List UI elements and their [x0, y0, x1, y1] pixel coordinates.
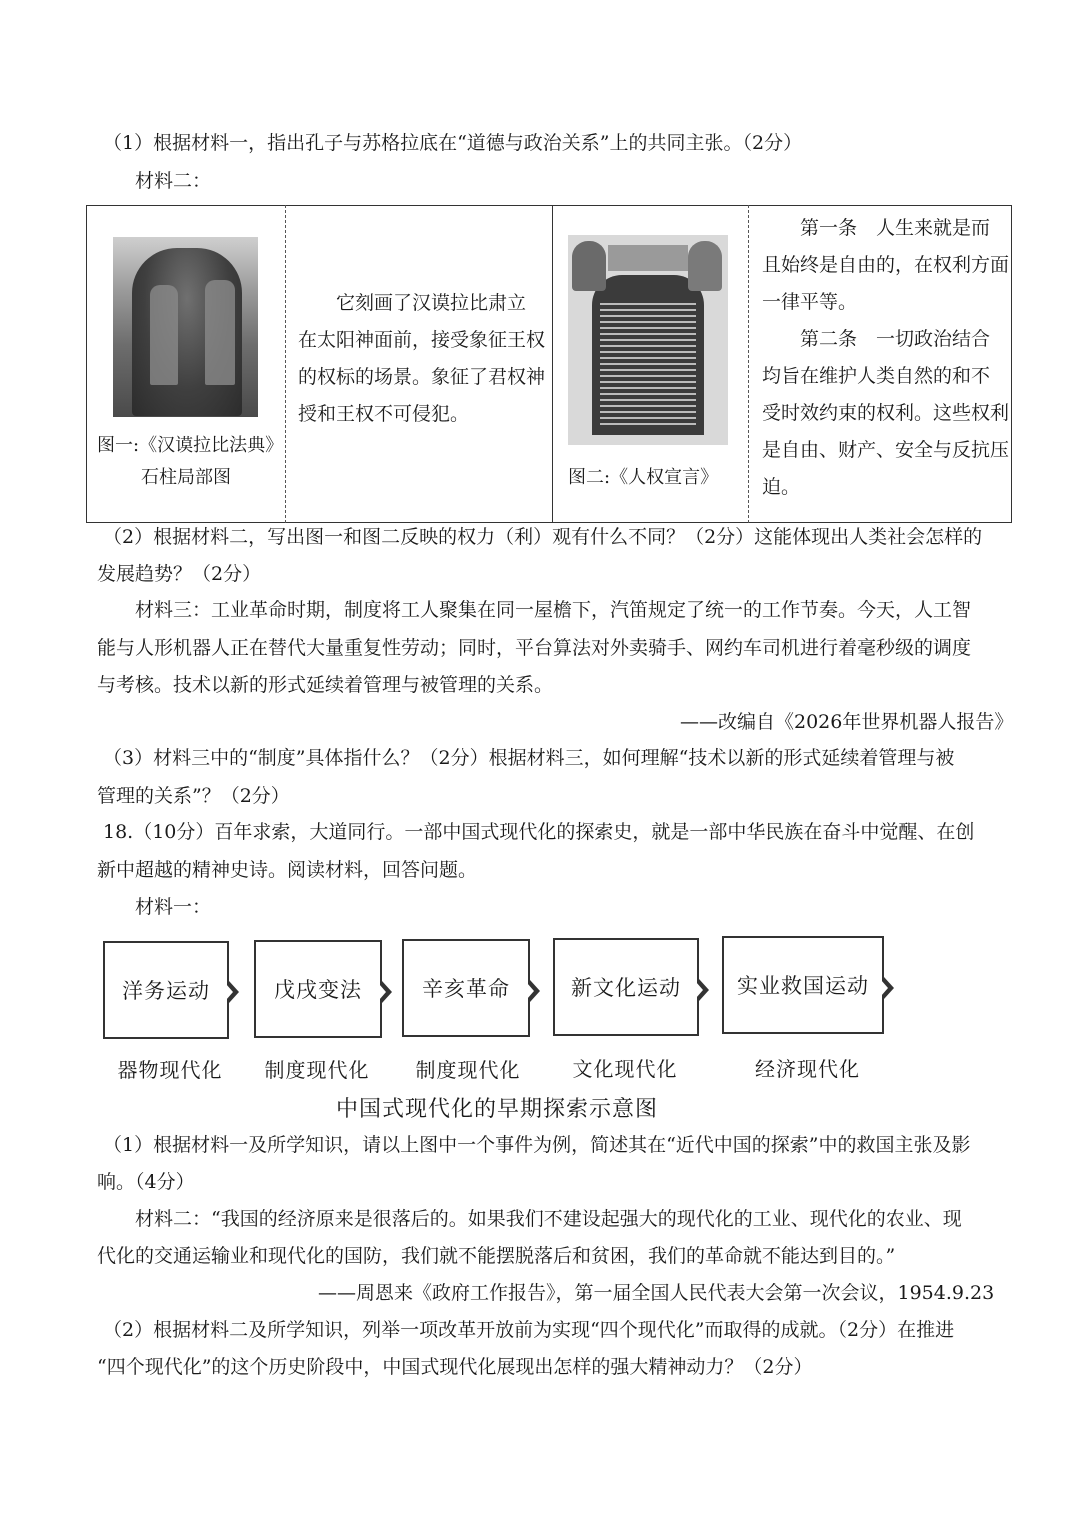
mat3-line: 材料三：工业革命时期，制度将工人聚集在同一屋檐下，汽笛规定了统一的工作节奏。今天，人工智 — [135, 599, 972, 621]
fig1-desc-line: 的权标的场景。象征了君权神 — [298, 366, 546, 388]
diagram-label: 经济现代化 — [755, 1057, 860, 1081]
diagram-box: 新文化运动 — [553, 938, 699, 1036]
table-divider — [748, 205, 749, 523]
fig1-caption-line1: 图一:《汉谟拉比法典》 — [97, 435, 284, 456]
diagram-box: 戊戌变法 — [254, 940, 382, 1038]
fig2-desc-line: 且始终是自由的，在权利方面 — [762, 254, 1010, 276]
fig2-desc-line: 是自由、财产、安全与反抗压 — [762, 439, 1010, 461]
q17-sub2-line: （2）根据材料二，写出图一和图二反映的权力（利）观有什么不同？（2分）这能体现出人类社会怎样的 — [103, 526, 983, 548]
mat3-source: ——改编自《2026年世界机器人报告》 — [680, 711, 1014, 733]
q17-mat2-label: 材料二： — [135, 170, 212, 192]
q18-sub1-line: （1）根据材料一及所学知识，请以上图中一个事件为例，简述其在“近代中国的探索”中的救国主张及影 — [103, 1134, 971, 1156]
q17-sub3-line: 管理的关系”？（2分） — [97, 785, 290, 807]
fig1-desc-line: 在太阳神面前，接受象征王权 — [298, 329, 546, 351]
fig2-desc-line: 均旨在维护人类自然的和不 — [762, 365, 991, 387]
q18-sub1-line: 响。（4分） — [97, 1171, 195, 1193]
diagram-arrow — [530, 980, 540, 1002]
table-divider — [285, 205, 286, 523]
q18-intro-line: 18.（10分）百年求索，大道同行。一部中国式现代化的探索史，就是一部中华民族在奋斗中觉醒、在创 — [103, 821, 975, 843]
stele-figure-left — [150, 285, 178, 385]
mat3-line: 能与人形机器人正在替代大量重复性劳动；同时，平台算法对外卖骑手、网约车司机进行着毫秒级的调度 — [97, 637, 972, 659]
diagram-caption: 中国式现代化的早期探索示意图 — [336, 1097, 659, 1122]
table-divider — [552, 205, 553, 523]
q18-sub2-line: “四个现代化”的这个历史阶段中，中国式现代化展现出怎样的强大精神动力？（2分） — [97, 1356, 813, 1378]
q18-sub2-line: （2）根据材料二及所学知识，列举一项改革开放前为实现“四个现代化”而取得的成就。（2分）在推进 — [103, 1319, 955, 1341]
mat3-line: 与考核。技术以新的形式延续着管理与被管理的关系。 — [97, 674, 554, 696]
diagram-arrow — [699, 979, 709, 1001]
diagram-box: 实业救国运动 — [722, 936, 884, 1034]
diagram-label: 器物现代化 — [117, 1058, 223, 1082]
declaration-of-rights-image — [568, 235, 728, 445]
q18-mat2-source: ——周恩来《政府工作报告》，第一届全国人民代表大会第一次会议，1954.9.23 — [318, 1282, 995, 1304]
q17-sub3-line: （3）材料三中的“制度”具体指什么？（2分）根据材料三，如何理解“技术以新的形式延续着管理与被 — [103, 747, 955, 769]
fig1-caption-line2: 石柱局部图 — [141, 467, 231, 488]
fig2-desc-line: 第一条 人生来就是而 — [800, 217, 991, 239]
diagram-box: 辛亥革命 — [402, 939, 530, 1037]
q18-mat2-line: 材料二：“我国的经济原来是很落后的。如果我们不建设起强大的现代化的工业、现代化的农业、现 — [135, 1208, 962, 1230]
q17-sub2-line: 发展趋势？（2分） — [97, 563, 262, 585]
fig2-desc-line: 受时效约束的权利。这些权利 — [762, 402, 1010, 424]
diagram-box: 洋务运动 — [103, 941, 229, 1039]
diagram-label: 文化现代化 — [572, 1057, 678, 1081]
diagram-arrow — [884, 977, 894, 999]
fig1-desc-line: 授和王权不可侵犯。 — [298, 403, 470, 425]
fig2-desc-line: 一律平等。 — [762, 291, 858, 313]
fig2-desc-line: 第二条 一切政治结合 — [800, 328, 991, 350]
diagram-arrow — [382, 981, 392, 1003]
diagram-label: 制度现代化 — [415, 1058, 521, 1082]
diagram-label: 制度现代化 — [264, 1058, 370, 1082]
q18-mat1-label: 材料一： — [135, 896, 212, 918]
fig2-desc-line: 迫。 — [762, 476, 801, 498]
stele-figure-right — [205, 280, 235, 385]
fig1-desc-line: 它刻画了汉谟拉比肃立 — [336, 292, 527, 314]
fig2-caption: 图二:《人权宣言》 — [568, 467, 719, 488]
diagram-arrow — [229, 981, 239, 1003]
q18-mat2-line: 代化的交通运输业和现代化的国防，我们就不能摆脱落后和贫困，我们的革命就不能达到目的。” — [97, 1245, 896, 1267]
q18-intro-line: 新中超越的精神史诗。阅读材料，回答问题。 — [97, 859, 478, 881]
q17-sub1: （1）根据材料一，指出孔子与苏格拉底在“道德与政治关系”上的共同主张。（2分） — [103, 132, 803, 154]
